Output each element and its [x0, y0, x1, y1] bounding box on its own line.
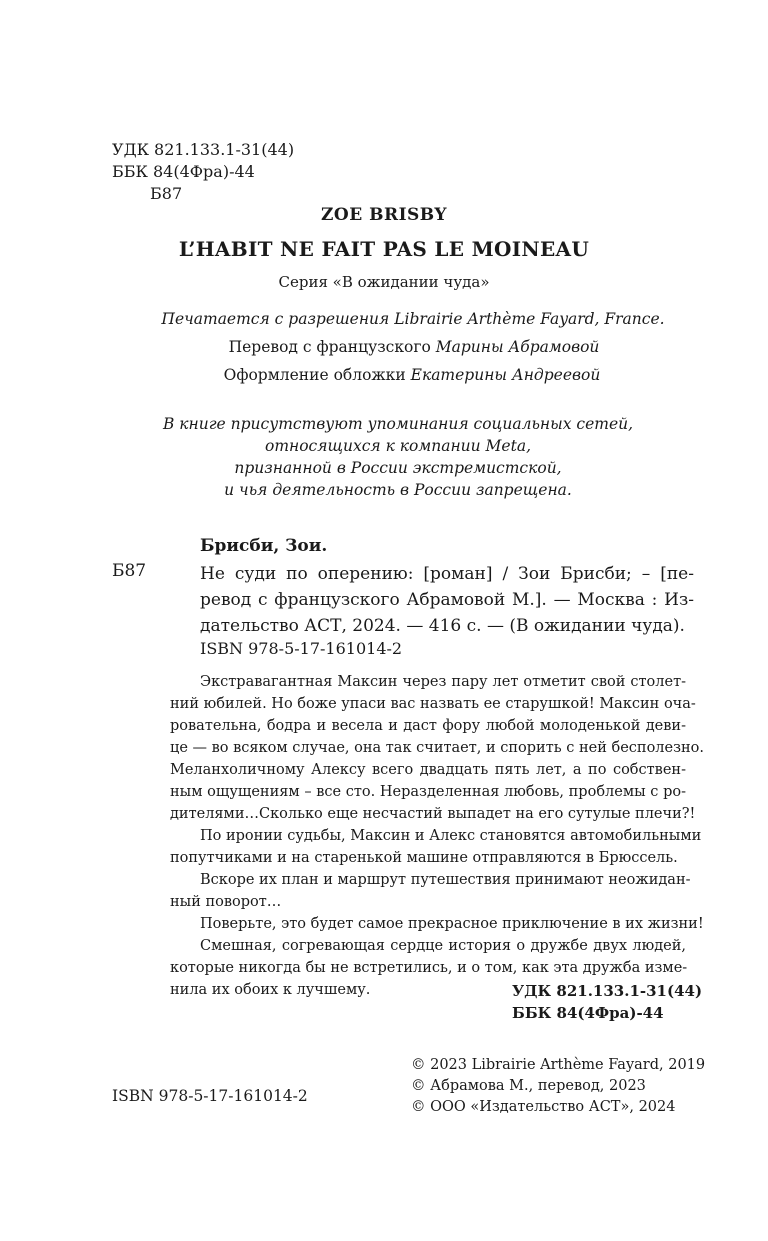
classification-block-top: [112, 139, 294, 205]
copyright-line: © ООО «Издательство АСТ», 2024: [411, 1099, 676, 1115]
copyright-line: © 2023 Librairie Arthème Fayard, 2019: [411, 1057, 706, 1073]
translation-line: [0, 333, 768, 361]
series-name: Серия «В ожидании чуда»: [278, 273, 490, 291]
translation-prefix: Перевод с французского: [228, 338, 436, 356]
annotation-line: ным ощущениям – все сто. Неразделенная любовь, проблемы с ро-: [170, 784, 686, 800]
isbn-bottom: ISBN 978-5-17-161014-2: [112, 1087, 308, 1105]
catalog-code: Б87: [112, 561, 147, 581]
permission-line: Печатается с разрешения Librairie Arthème Fayard, France.: [161, 310, 665, 328]
udk-code: УДК 821.133.1-31(44): [112, 140, 295, 159]
bbk-code: ББК 84(4Фра)-44: [112, 162, 255, 181]
copyright-line: © Абрамова М., перевод, 2023: [411, 1078, 646, 1094]
annotation-line: Меланхоличному Алексу всего двадцать пять лет, а по собствен-: [170, 762, 686, 778]
meta-notice-line: признанной в России экстремистской,: [234, 459, 562, 477]
meta-notice-line: относящихся к компании Meta,: [264, 437, 531, 455]
annotation-line: Смешная, согревающая сердце история о дружбе двух людей,: [200, 938, 686, 954]
catalog-description-line: ревод с французского Абрамовой М.]. — Москва : Из-: [200, 590, 694, 610]
catalog-isbn: ISBN 978-5-17-161014-2: [200, 639, 403, 658]
annotation-line: це — во всяком случае, она так считает, и спорить с ней бесполезно.: [170, 740, 705, 756]
annotation-line: ний юбилей. Но боже упаси вас назвать ее старушкой! Максин оча-: [170, 696, 696, 712]
cover-design-line: [0, 361, 768, 389]
translator-name: Марины Абрамовой: [435, 338, 600, 356]
cover-prefix: Оформление обложки: [223, 366, 411, 384]
cover-designer-name: Екатерины Андреевой: [410, 366, 601, 384]
annotation-line: Вскоре их план и маршрут путешествия принимают неожидан-: [200, 872, 691, 888]
annotation-line: Экстравагантная Максин через пару лет отметит свой столет-: [200, 674, 686, 690]
credits-block: [0, 305, 768, 389]
annotation-line: которые никогда бы не встретились, и о том, как эта дружба изме-: [170, 960, 688, 976]
original-title: L’HABIT NE FAIT PAS LE MOINEAU: [178, 237, 590, 261]
annotation-line: дителями…Сколько еще несчастий выпадет на его сутулые плечи?!: [170, 806, 696, 822]
annotation-line: Поверьте, это будет самое прекрасное приключение в их жизни!: [200, 916, 704, 932]
meta-notice-line: В книге присутствуют упоминания социальных сетей,: [162, 415, 634, 433]
udk-code-bottom: УДК 821.133.1-31(44): [512, 982, 703, 1000]
meta-notice: [0, 413, 768, 501]
author-sign: Б87: [150, 184, 183, 203]
copyright-block: [411, 1055, 705, 1118]
annotation: [170, 671, 705, 1001]
annotation-line: По иронии судьбы, Максин и Алекс становятся автомобильными: [200, 828, 702, 844]
meta-notice-line: и чья деятельность в России запрещена.: [224, 481, 572, 499]
catalog-description-line: дательство АСТ, 2024. — 416 с. — (В ожидании чуда).: [200, 616, 685, 636]
bbk-code-bottom: ББК 84(4Фра)-44: [512, 1004, 664, 1022]
catalog-description-line: Не суди по оперению: [роман] / Зои Брисби; – [пе-: [200, 564, 694, 584]
catalog-description: [200, 561, 694, 639]
original-author: ZOE BRISBY: [320, 205, 448, 225]
catalog-author-heading: Брисби, Зои.: [200, 536, 328, 556]
annotation-line: попутчиками и на старенькой машине отправляются в Брюссель.: [170, 850, 678, 866]
annotation-line: нила их обоих к лучшему.: [170, 982, 371, 998]
annotation-line: ровательна, бодра и весела и даст фору любой молоденькой деви-: [170, 718, 686, 734]
annotation-line: ный поворот…: [170, 894, 282, 910]
classification-block-bottom: [512, 980, 702, 1024]
